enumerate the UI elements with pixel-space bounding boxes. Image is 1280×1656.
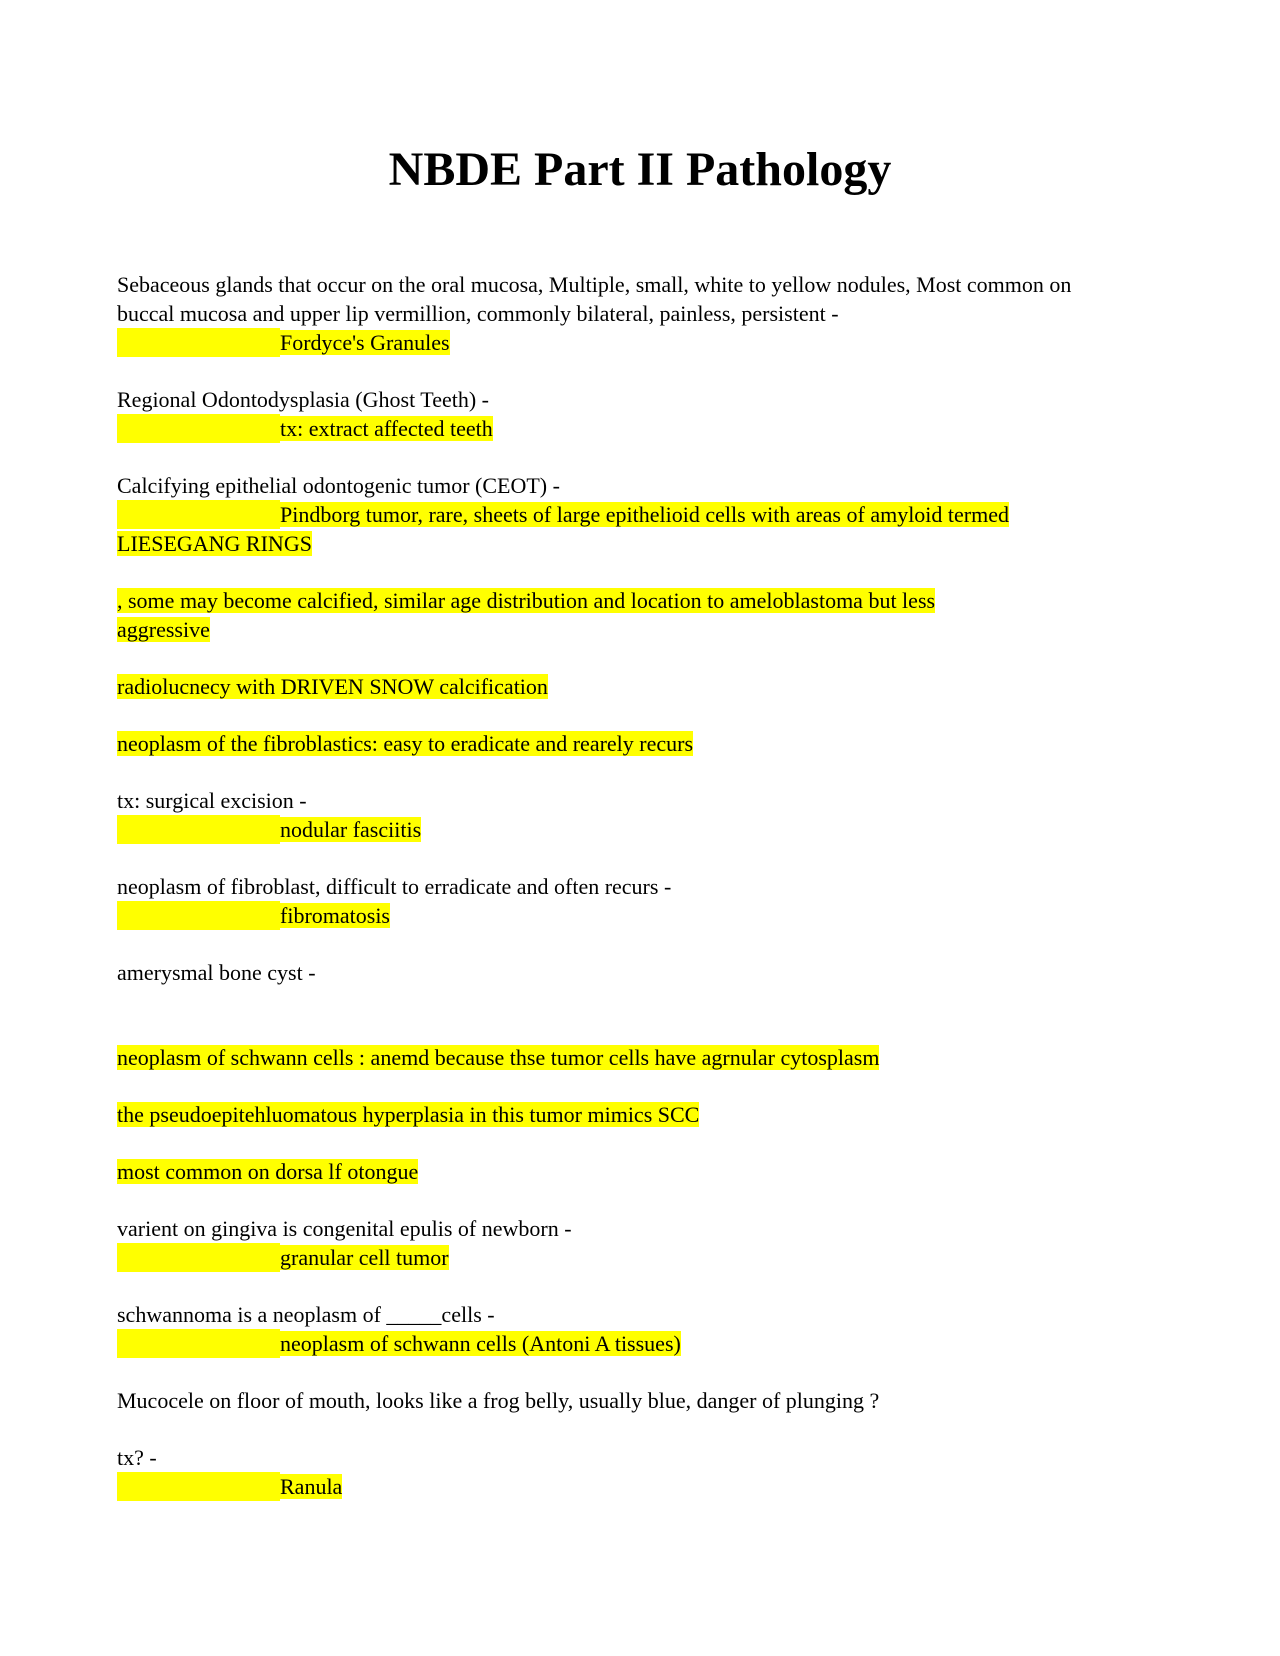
answer-line [117, 1472, 1117, 1501]
question-text: neoplasm of fibroblast, difficult to erradicate and often recurs - [117, 874, 672, 899]
highlighted-note: neoplasm of the fibroblastics: easy to eradicate and rearely recurs [117, 731, 694, 756]
highlight-indent [117, 328, 280, 357]
answer-text: granular cell tumor [280, 1245, 449, 1270]
answer-line [117, 529, 1117, 558]
highlighted-note: radiolucnecy with DRIVEN SNOW calcification [117, 674, 548, 699]
highlight-indent [117, 1243, 280, 1272]
question-text: Calcifying epithelial odontogenic tumor (CEOT) - [117, 473, 560, 498]
answer-line [117, 901, 1117, 930]
answer-line [117, 1329, 1117, 1358]
highlighted-note: , some may become calcified, similar age distribution and location to ameloblastoma but less [117, 588, 936, 613]
highlight-indent [117, 500, 280, 529]
question-text: tx: surgical excision - [117, 788, 307, 813]
answer-text: neoplasm of schwann cells (Antoni A tissues) [280, 1331, 681, 1356]
answer-text: Ranula [280, 1474, 343, 1499]
highlighted-note: neoplasm of schwann cells : anemd because thse tumor cells have agrnular cytosplasm [117, 1045, 880, 1070]
highlight-indent [117, 901, 280, 930]
question-text: Regional Odontodysplasia (Ghost Teeth) - [117, 387, 489, 412]
question-text: Sebaceous glands that occur on the oral mucosa, Multiple, small, white to yellow nodules, Most common on buccal mucosa and upper lip vermillion, commonly bilateral, painless, persistent - [117, 272, 1072, 326]
answer-line [117, 815, 1117, 844]
question-text: Mucocele on floor of mouth, looks like a frog belly, usually blue, danger of plunging ? [117, 1388, 880, 1413]
answer-line [117, 500, 1117, 529]
answer-line [117, 414, 1117, 443]
question-text: varient on gingiva is congenital epulis of newborn - [117, 1216, 572, 1241]
answer-text: LIESEGANG RINGS [117, 531, 312, 556]
answer-text: fibromatosis [280, 903, 390, 928]
answer-text: tx: extract affected teeth [280, 416, 493, 441]
highlighted-note: most common on dorsa lf otongue [117, 1159, 419, 1184]
answer-line [117, 1243, 1117, 1272]
answer-line [117, 328, 1117, 357]
question-text: tx? - [117, 1445, 157, 1470]
page-title: NBDE Part II Pathology [388, 143, 892, 196]
question-text: schwannoma is a neoplasm of _____cells - [117, 1302, 495, 1327]
highlighted-note: aggressive [117, 617, 210, 642]
answer-text: Pindborg tumor, rare, sheets of large epithelioid cells with areas of amyloid termed [280, 502, 1009, 527]
highlight-indent [117, 1472, 280, 1501]
document-body [117, 270, 1117, 1501]
answer-text: nodular fasciitis [280, 817, 422, 842]
answer-text: Fordyce's Granules [280, 330, 450, 355]
question-text: amerysmal bone cyst - [117, 960, 316, 985]
highlight-indent [117, 1329, 280, 1358]
highlighted-note: the pseudoepitehluomatous hyperplasia in this tumor mimics SCC [117, 1102, 700, 1127]
highlight-indent [117, 815, 280, 844]
highlight-indent [117, 414, 280, 443]
